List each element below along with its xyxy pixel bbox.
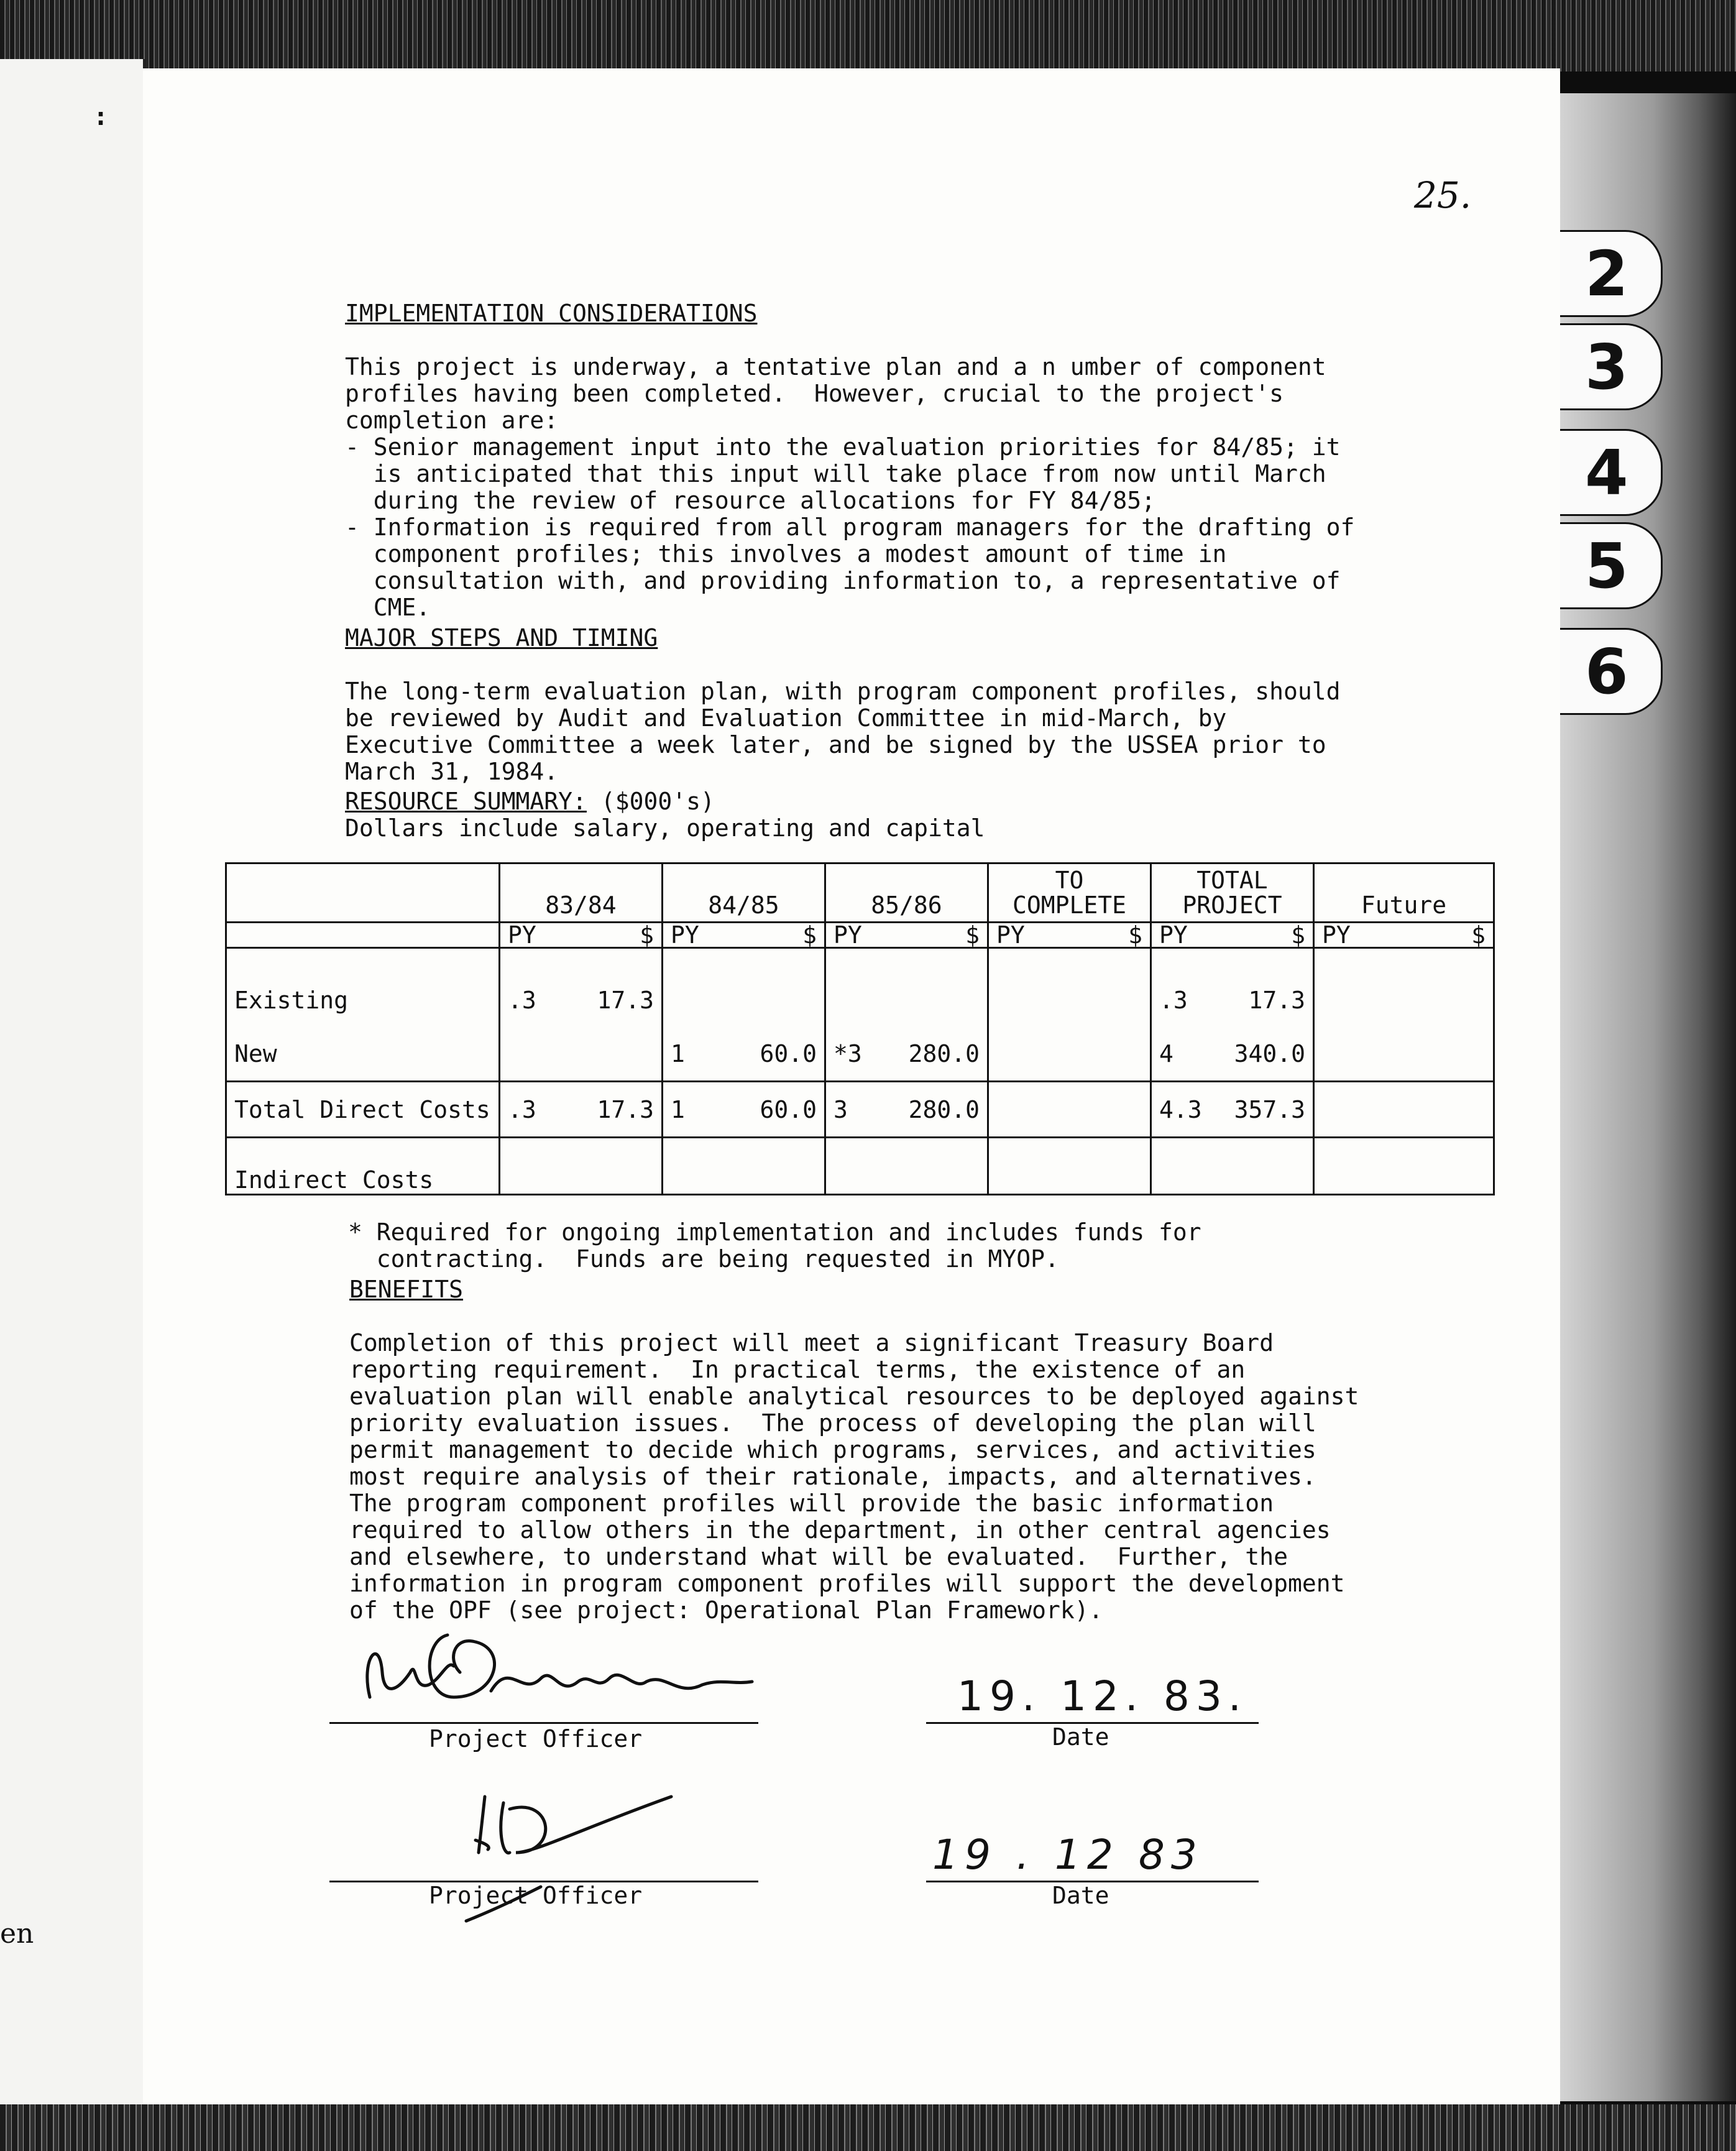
- cell: [988, 1082, 1151, 1138]
- text-line: of the OPF (see project: Operational Plan Framework).: [349, 1596, 1103, 1624]
- text-line: contracting. Funds are being requested in MYOP.: [348, 1245, 1059, 1273]
- cell: [663, 1082, 825, 1138]
- cell: [500, 1082, 663, 1138]
- dollar-label: $: [802, 921, 817, 949]
- header-period: 85/86: [825, 864, 988, 923]
- py-label: PY: [1159, 921, 1188, 949]
- text-line: Completion of this project will meet a significant Treasury Board: [349, 1329, 1274, 1356]
- row-label-total-direct: Total Direct Costs: [226, 1082, 500, 1138]
- text-line: permit management to decide which programs, services, and activities: [349, 1436, 1316, 1463]
- facing-page: [0, 59, 146, 2111]
- tab-2[interactable]: 2: [1551, 230, 1663, 317]
- index-tabs: [1551, 93, 1736, 2101]
- cell: [1314, 1082, 1494, 1138]
- dollar-value: 60.0: [760, 1040, 817, 1067]
- cell: [825, 1138, 988, 1195]
- dollar-label: $: [640, 921, 654, 949]
- dollar-value: 17.3: [597, 1095, 654, 1123]
- text-line: - Information is required from all program managers for the drafting of: [345, 514, 1355, 541]
- resource-summary-unit: ($000's): [586, 788, 715, 815]
- header-period: TOTAL PROJECT: [1151, 864, 1314, 923]
- cell: [988, 1138, 1151, 1195]
- dollar-value: 17.3: [1248, 987, 1305, 1014]
- text-line: information in program component profiles will support the development: [349, 1570, 1345, 1597]
- implementation-text: [345, 327, 1354, 648]
- tab-5[interactable]: 5: [1551, 522, 1663, 609]
- major-steps-heading: MAJOR STEPS AND TIMING: [345, 624, 658, 652]
- py-value: .3: [508, 1095, 536, 1123]
- subheader-cell: [1314, 923, 1494, 948]
- signature-line-1: [329, 1722, 758, 1724]
- text-line: be reviewed by Audit and Evaluation Committee in mid-March, by: [345, 704, 1227, 732]
- cell: [663, 1138, 825, 1195]
- project-officer-label-2: Project Officer: [429, 1882, 643, 1909]
- dollar-value: 357.3: [1234, 1095, 1305, 1123]
- cell: [1151, 1138, 1314, 1195]
- dollar-value: 60.0: [760, 1095, 817, 1123]
- text-line: during the review of resource allocations for FY 84/85;: [345, 487, 1156, 514]
- tab-3[interactable]: 3: [1551, 323, 1663, 410]
- py-value: *3: [834, 1040, 862, 1067]
- benefits-heading: BENEFITS: [349, 1276, 464, 1303]
- py-label: PY: [834, 921, 862, 949]
- text-line: The long-term evaluation plan, with program component profiles, should: [345, 678, 1341, 705]
- text-line: evaluation plan will enable analytical resources to be deployed against: [349, 1383, 1359, 1410]
- text-line: reporting requirement. In practical terms, the existence of an: [349, 1356, 1246, 1383]
- subheader-cell: [988, 923, 1151, 948]
- text-line: is anticipated that this input will take place from now until March: [345, 460, 1326, 487]
- py-value: 4: [1159, 1040, 1173, 1067]
- text-line: * Required for ongoing implementation and includes funds for: [348, 1218, 1201, 1246]
- punch-marks: :: [93, 103, 134, 131]
- cell-future: [1314, 948, 1494, 1082]
- handwritten-date-1: 19. 12. 83.: [957, 1672, 1247, 1720]
- table-row-total-direct: [226, 1082, 1494, 1138]
- cell-85-86: [825, 948, 988, 1082]
- facing-page-text-fragment: en: [0, 1918, 34, 1950]
- dollar-value: 280.0: [908, 1040, 980, 1067]
- table-footnote: [348, 1192, 1201, 1299]
- py-label: PY: [508, 921, 536, 949]
- tab-6[interactable]: 6: [1551, 628, 1663, 715]
- text-line: most require analysis of their rationale, impacts, and alternatives.: [349, 1463, 1316, 1490]
- subheader-cell: [825, 923, 988, 948]
- text-line: CME.: [345, 594, 431, 621]
- cell: [1314, 1138, 1494, 1195]
- header-period: 84/85: [663, 864, 825, 923]
- cell: [825, 1082, 988, 1138]
- table-row-indirect: [226, 1138, 1494, 1195]
- row-labels-existing-new: [226, 948, 500, 1082]
- benefits-text: [349, 1303, 1359, 1651]
- subheader-cell: [1151, 923, 1314, 948]
- text-line: and elsewhere, to understand what will be evaluated. Further, the: [349, 1543, 1288, 1570]
- scan-border-top: [0, 0, 1736, 71]
- text-line: priority evaluation issues. The process of developing the plan will: [349, 1409, 1316, 1437]
- text-line: consultation with, and providing information to, a representative of: [345, 567, 1341, 594]
- cell-to-complete: [988, 948, 1151, 1082]
- py-value: .3: [1159, 987, 1188, 1014]
- py-value: 1: [671, 1040, 685, 1067]
- tab-4[interactable]: 4: [1551, 429, 1663, 516]
- dollar-label: $: [1128, 921, 1142, 949]
- py-label: PY: [1322, 921, 1351, 949]
- subheader-cell: [663, 923, 825, 948]
- header-period: Future: [1314, 864, 1494, 923]
- subheader-cell: [500, 923, 663, 948]
- subheader-blank: [226, 923, 500, 948]
- py-value: .3: [508, 987, 536, 1014]
- project-officer-label-1: Project Officer: [429, 1725, 643, 1753]
- resource-summary-heading: [345, 788, 715, 815]
- date-label-2: Date: [1052, 1882, 1109, 1909]
- resource-summary-table: [225, 862, 1495, 1195]
- cell: [1151, 1082, 1314, 1138]
- py-label: PY: [996, 921, 1025, 949]
- resource-summary-note: Dollars include salary, operating and capital: [345, 814, 985, 842]
- signature-project-officer-1: [354, 1623, 771, 1722]
- text-line: component profiles; this involves a modest amount of time in: [345, 540, 1227, 568]
- cell: [500, 1138, 663, 1195]
- row-label-existing: Existing: [234, 987, 349, 1014]
- resource-summary-title: RESOURCE SUMMARY:: [345, 788, 587, 815]
- py-value: 4.3: [1159, 1095, 1202, 1123]
- implementation-heading: IMPLEMENTATION CONSIDERATIONS: [345, 300, 758, 327]
- text-line: March 31, 1984.: [345, 758, 559, 785]
- header-period: TO COMPLETE: [988, 864, 1151, 923]
- header-blank: [226, 864, 500, 923]
- row-label-new: New: [234, 1040, 277, 1067]
- row-label-indirect: Indirect Costs: [226, 1138, 500, 1195]
- dollar-value: 280.0: [908, 1095, 980, 1123]
- dollar-value: 17.3: [597, 987, 654, 1014]
- text-line: completion are:: [345, 407, 559, 434]
- text-line: The program component profiles will provide the basic information: [349, 1490, 1274, 1517]
- py-value: 3: [834, 1095, 848, 1123]
- py-label: PY: [671, 921, 699, 949]
- scan-border-bottom: [0, 2104, 1736, 2151]
- page-number: 25.: [1414, 174, 1472, 216]
- dollar-label: $: [1291, 921, 1305, 949]
- cell-total-project: [1151, 948, 1314, 1082]
- text-line: This project is underway, a tentative plan and a n umber of component: [345, 353, 1326, 380]
- dollar-label: $: [1471, 921, 1486, 949]
- handwritten-date-2: 19 . 12 83: [932, 1831, 1203, 1879]
- dollar-value: 340.0: [1234, 1040, 1305, 1067]
- cell-83-84: [500, 948, 663, 1082]
- text-line: - Senior management input into the evaluation priorities for 84/85; it: [345, 433, 1341, 461]
- date-label-1: Date: [1052, 1723, 1109, 1751]
- py-value: 1: [671, 1095, 685, 1123]
- cell-84-85: [663, 948, 825, 1082]
- text-line: profiles having been completed. However, crucial to the project's: [345, 380, 1284, 407]
- text-line: Executive Committee a week later, and be signed by the USSEA prior to: [345, 731, 1326, 758]
- dollar-label: $: [965, 921, 980, 949]
- text-line: required to allow others in the department, in other central agencies: [349, 1516, 1331, 1544]
- header-period: 83/84: [500, 864, 663, 923]
